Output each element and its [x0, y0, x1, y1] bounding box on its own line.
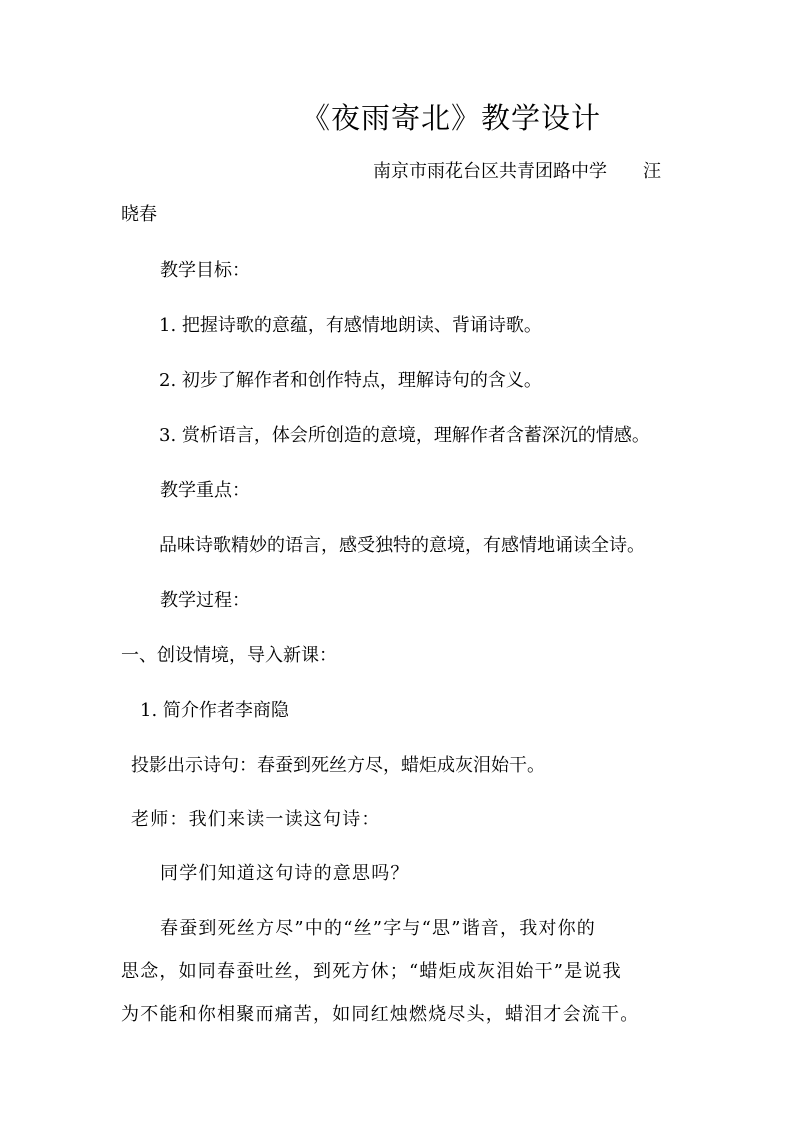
section-heading: 一、创设情境，导入新课：: [121, 645, 337, 666]
explanation-line-1: 春蚕到死丝方尽”中的“丝”字与“思”谐音，我对你的: [160, 918, 597, 939]
author-line: 南京市雨花台区共青团路中学 汪: [373, 161, 661, 182]
goals-heading: 教学目标：: [160, 260, 250, 281]
document-title: 《夜雨寄北》教学设计: [301, 101, 602, 135]
goal-item-3: 3. 赏析语言，体会所创造的意境，理解作者含蓄深沉的情感。: [159, 425, 650, 446]
process-heading: 教学过程：: [160, 590, 250, 611]
teacher-line: 老师：我们来读一读这句诗：: [131, 809, 381, 830]
explanation-line-2: 思念，如同春蚕吐丝，到死方休；“蜡炬成灰泪始干”是说我: [121, 961, 622, 982]
projection-text: 投影出示诗句：春蚕到死丝方尽，蜡炬成灰泪始干。: [131, 755, 545, 776]
step-1: 1. 简介作者李商隐: [140, 700, 289, 721]
question-line: 同学们知道这句诗的意思吗？: [160, 863, 410, 884]
goal-item-1: 1. 把握诗歌的意蕴，有感情地朗读、背诵诗歌。: [159, 315, 542, 336]
key-points-text: 品味诗歌精妙的语言，感受独特的意境，有感情地诵读全诗。: [159, 535, 645, 556]
author-name-continued: 晓春: [121, 204, 157, 225]
explanation-line-3: 为不能和你相聚而痛苦，如同红烛燃烧尽头，蜡泪才会流干。: [121, 1004, 640, 1025]
goal-item-2: 2. 初步了解作者和创作特点，理解诗句的含义。: [159, 370, 542, 391]
key-points-heading: 教学重点：: [160, 480, 250, 501]
